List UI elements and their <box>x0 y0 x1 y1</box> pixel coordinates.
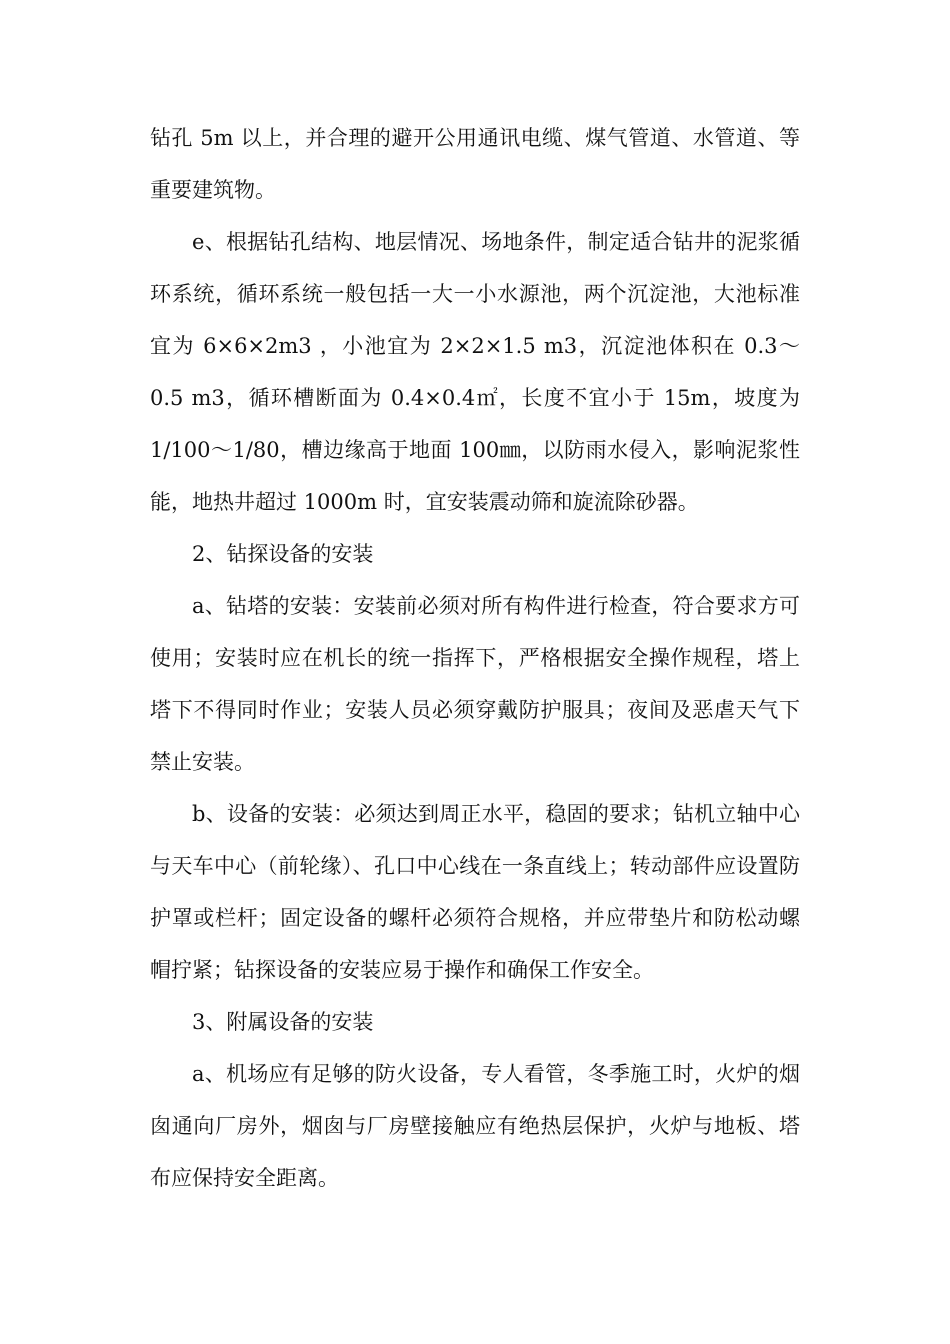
paragraph-a-derrick-installation: a、钻塔的安装：安装前必须对所有构件进行检查，符合要求方可使用；安装时应在机长的统一指挥下，严格根据安全操作规程，塔上塔下不得同时作业；安装人员必须穿戴防护服具；夜间及恶虐天气下禁止安装。 <box>150 594 800 774</box>
section-heading-drilling-equipment: 2、钻探设备的安装 <box>192 542 374 566</box>
paragraph-e-mud-circulation: e、根据钻孔结构、地层情况、场地条件，制定适合钻井的泥浆循环系统，循环系统一般包括一大一小水源池，两个沉淀池，大池标准宜为 6×6×2m3 ，小池宜为 2×2×1.5 m3，沉淀池体积在 0.3～0.5 m3，循环槽断面为 0.4×0.4㎡，长度不宜小于 15m，坡度为 1/100～1/80，槽边缘高于地面 100㎜，以防雨水侵入，影响泥浆性能，地热井超过 1000m 时，宜安装震动筛和旋流除砂器。 <box>150 230 800 514</box>
paragraph-b-equipment-installation: b、设备的安装：必须达到周正水平，稳固的要求；钻机立轴中心与天车中心（前轮缘）、孔口中心线在一条直线上；转动部件应设置防护罩或栏杆；固定设备的螺杆必须符合规格，并应带垫片和防松动螺帽拧紧；钻探设备的安装应易于操作和确保工作安全。 <box>150 802 800 982</box>
document-body <box>150 112 800 1204</box>
section-heading-auxiliary-equipment: 3、附属设备的安装 <box>192 1010 374 1034</box>
paragraph-a-fire-safety: a、机场应有足够的防火设备，专人看管，冬季施工时，火炉的烟囱通向厂房外，烟囱与厂房壁接触应有绝热层保护，火炉与地板、塔布应保持安全距离。 <box>150 1062 800 1190</box>
paragraph-continuation: 钻孔 5m 以上，并合理的避开公用通讯电缆、煤气管道、水管道、等重要建筑物。 <box>150 126 800 202</box>
